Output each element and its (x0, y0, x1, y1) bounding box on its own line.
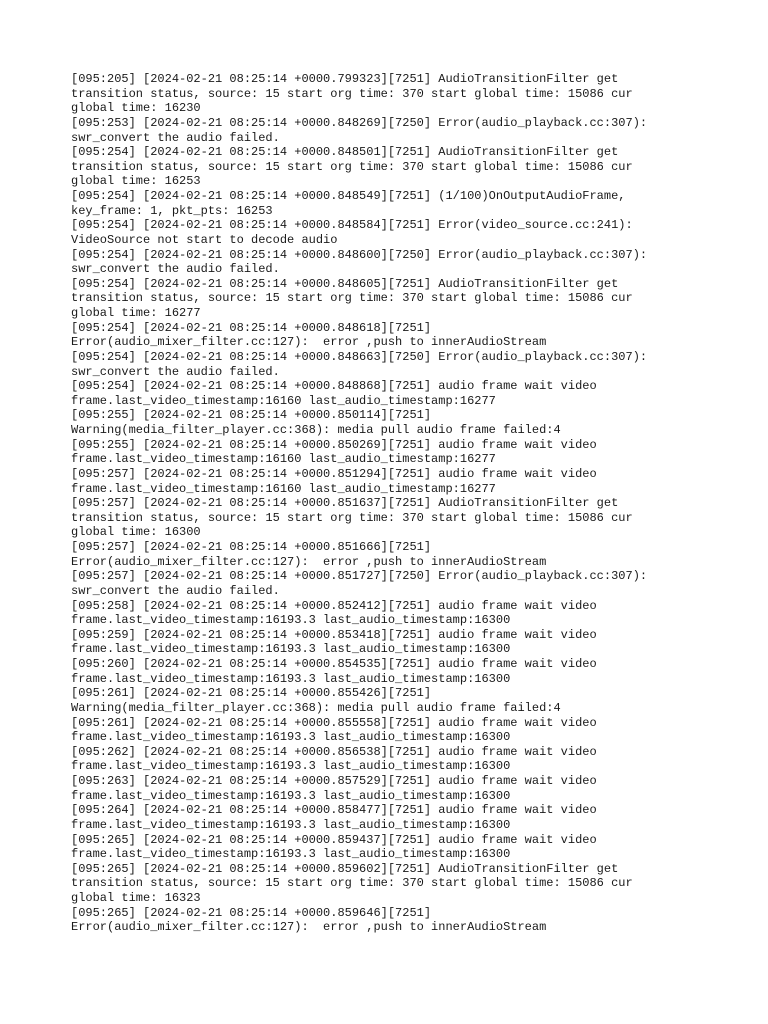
log-line: swr_convert the audio failed. (71, 130, 280, 145)
log-line: [095:259] [2024-02-21 08:25:14 +0000.853418][7251] audio frame wait video (71, 627, 597, 642)
log-line: Error(audio_mixer_filter.cc:127): error ,push to innerAudioStream (71, 920, 547, 935)
log-line: [095:261] [2024-02-21 08:25:14 +0000.855558][7251] audio frame wait video (71, 715, 597, 730)
log-line: frame.last_video_timestamp:16193.3 last_audio_timestamp:16300 (71, 671, 511, 686)
log-line: transition status, source: 15 start org time: 370 start global time: 15086 cur (71, 159, 633, 174)
log-line: frame.last_video_timestamp:16193.3 last_audio_timestamp:16300 (71, 788, 511, 803)
log-line: [095:263] [2024-02-21 08:25:14 +0000.857529][7251] audio frame wait video (71, 774, 597, 788)
log-line: global time: 16300 (71, 525, 201, 540)
log-line: [095:257] [2024-02-21 08:25:14 +0000.851637][7251] AudioTransitionFilter get (71, 496, 619, 511)
log-line: frame.last_video_timestamp:16160 last_audio_timestamp:16277 (71, 452, 496, 467)
log-text-block (71, 72, 768, 935)
log-line: frame.last_video_timestamp:16193.3 last_audio_timestamp:16300 (71, 847, 511, 862)
log-line: Error(audio_mixer_filter.cc:127): error ,push to innerAudioStream (71, 554, 547, 569)
log-line: Error(audio_mixer_filter.cc:127): error ,push to innerAudioStream (71, 335, 547, 350)
log-line: [095:258] [2024-02-21 08:25:14 +0000.852412][7251] audio frame wait video (71, 598, 597, 613)
log-line: [095:257] [2024-02-21 08:25:14 +0000.851666][7251] (71, 540, 432, 554)
log-line: [095:257] [2024-02-21 08:25:14 +0000.851727][7250] Error(audio_playback.cc:307): (71, 569, 648, 584)
log-line: [095:253] [2024-02-21 08:25:14 +0000.848269][7250] Error(audio_playback.cc:307): (71, 115, 648, 130)
log-line: Warning(media_filter_player.cc:368): media pull audio frame failed:4 (71, 700, 561, 715)
log-line: transition status, source: 15 start org time: 370 start global time: 15086 cur (71, 86, 633, 101)
log-line: frame.last_video_timestamp:16193.3 last_audio_timestamp:16300 (71, 817, 511, 832)
log-line: global time: 16323 (71, 891, 201, 905)
log-line: [095:255] [2024-02-21 08:25:14 +0000.850114][7251] (71, 408, 432, 423)
log-line: frame.last_video_timestamp:16193.3 last_audio_timestamp:16300 (71, 642, 511, 657)
log-line: [095:265] [2024-02-21 08:25:14 +0000.859646][7251] (71, 905, 432, 920)
log-line: [095:265] [2024-02-21 08:25:14 +0000.859437][7251] audio frame wait video (71, 832, 597, 847)
log-line: global time: 16253 (71, 174, 201, 189)
log-line: [095:254] [2024-02-21 08:25:14 +0000.848549][7251] (1/100)OnOutputAudioFrame, (71, 189, 626, 203)
log-line: [095:261] [2024-02-21 08:25:14 +0000.855426][7251] (71, 686, 432, 701)
log-line: [095:254] [2024-02-21 08:25:14 +0000.848605][7251] AudioTransitionFilter get (71, 276, 619, 291)
log-line: [095:264] [2024-02-21 08:25:14 +0000.858477][7251] audio frame wait video (71, 803, 597, 818)
log-line: swr_convert the audio failed. (71, 583, 280, 598)
log-line: [095:254] [2024-02-21 08:25:14 +0000.848600][7250] Error(audio_playback.cc:307): (71, 247, 648, 262)
log-line: frame.last_video_timestamp:16193.3 last_audio_timestamp:16300 (71, 730, 511, 745)
log-line: [095:262] [2024-02-21 08:25:14 +0000.856538][7251] audio frame wait video (71, 744, 597, 759)
log-line: [095:254] [2024-02-21 08:25:14 +0000.848501][7251] AudioTransitionFilter get (71, 145, 619, 160)
log-line: [095:254] [2024-02-21 08:25:14 +0000.848868][7251] audio frame wait video (71, 379, 597, 394)
log-line: Warning(media_filter_player.cc:368): media pull audio frame failed:4 (71, 423, 561, 437)
log-line: [095:255] [2024-02-21 08:25:14 +0000.850269][7251] audio frame wait video (71, 437, 597, 452)
log-line: frame.last_video_timestamp:16160 last_audio_timestamp:16277 (71, 393, 496, 408)
log-line: [095:265] [2024-02-21 08:25:14 +0000.859602][7251] AudioTransitionFilter get (71, 861, 619, 876)
log-line: [095:260] [2024-02-21 08:25:14 +0000.854535][7251] audio frame wait video (71, 657, 597, 671)
log-line: transition status, source: 15 start org time: 370 start global time: 15086 cur (71, 876, 633, 891)
log-line: frame.last_video_timestamp:16160 last_audio_timestamp:16277 (71, 481, 496, 496)
log-line: global time: 16277 (71, 306, 201, 320)
log-line: swr_convert the audio failed. (71, 262, 280, 277)
log-line: frame.last_video_timestamp:16193.3 last_audio_timestamp:16300 (71, 759, 511, 774)
log-line: transition status, source: 15 start org time: 370 start global time: 15086 cur (71, 291, 633, 306)
log-line: [095:257] [2024-02-21 08:25:14 +0000.851294][7251] audio frame wait video (71, 466, 597, 481)
log-line: frame.last_video_timestamp:16193.3 last_audio_timestamp:16300 (71, 613, 511, 628)
log-line: transition status, source: 15 start org time: 370 start global time: 15086 cur (71, 510, 633, 525)
log-line: swr_convert the audio failed. (71, 364, 280, 379)
log-line: [095:254] [2024-02-21 08:25:14 +0000.848584][7251] Error(video_source.cc:241): (71, 218, 633, 233)
log-line: VideoSource not start to decode audio (71, 232, 338, 247)
log-line: global time: 16230 (71, 101, 201, 116)
log-line: [095:205] [2024-02-21 08:25:14 +0000.799323][7251] AudioTransitionFilter get (71, 72, 619, 86)
log-line: key_frame: 1, pkt_pts: 16253 (71, 203, 273, 218)
log-line: [095:254] [2024-02-21 08:25:14 +0000.848663][7250] Error(audio_playback.cc:307): (71, 349, 648, 364)
log-line: [095:254] [2024-02-21 08:25:14 +0000.848618][7251] (71, 320, 432, 335)
